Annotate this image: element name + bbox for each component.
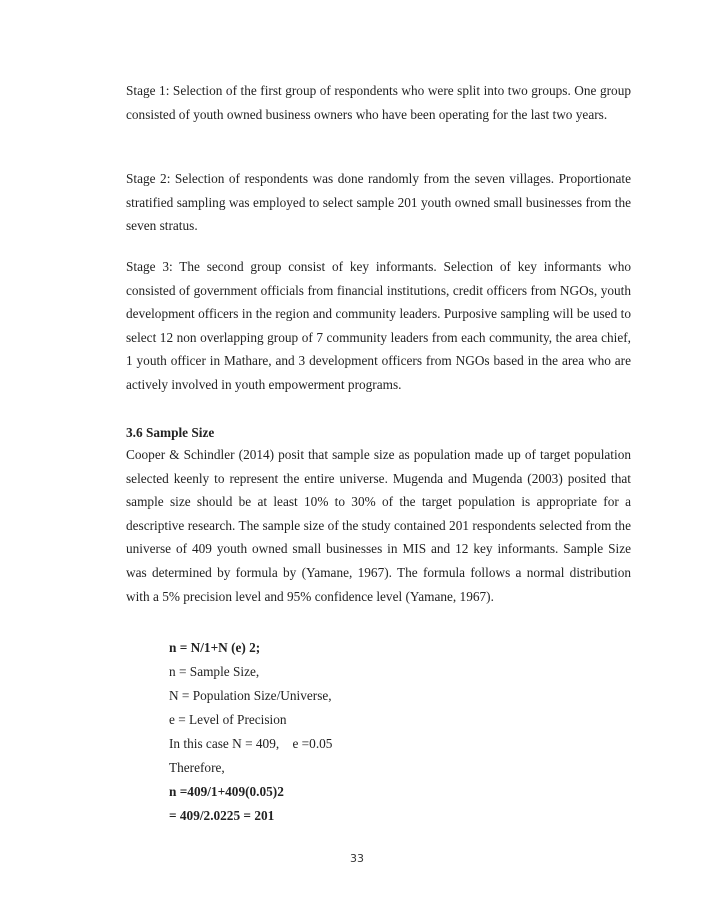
formula-substitution: n =409/1+409(0.05)2 [169, 784, 284, 799]
formula-definition-e: e = Level of Precision [169, 712, 287, 727]
stage-2-paragraph: Stage 2: Selection of respondents was done randomly from the seven villages. Proportionate stratified sampling was employed to select sample 201 youth owned small businesses from the seven stratus. [126, 171, 631, 234]
sample-size-paragraph: Cooper & Schindler (2014) posit that sample size as population made up of target population selected keenly to represent the entire universe. Mugenda and Mugenda (2003) posited that sample size should be at least 10% to 30% of the target population is appropriate for a descriptive research. The sample size of the study contained 201 respondents selected from the universe of 409 youth owned small businesses in MIS and 12 key informants. Sample Size was determined by formula by (Yamane, 1967). The formula follows a normal distribution with a 5% precision level and 95% confidence level (Yamane, 1967). [126, 447, 631, 604]
formula-line: n = N/1+N (e) 2; [169, 640, 261, 655]
section-heading: 3.6 Sample Size [126, 425, 215, 440]
page-number: 33 [350, 852, 364, 865]
formula-definition-N: N = Population Size/Universe, [169, 688, 332, 703]
stage-1-paragraph: Stage 1: Selection of the first group of respondents who were split into two groups. One group consisted of youth owned business owners who have been operating for the last two years. [126, 83, 631, 122]
formula-definition-n: n = Sample Size, [169, 664, 260, 679]
formula-therefore: Therefore, [169, 760, 225, 775]
formula-values: In this case N = 409, e =0.05 [169, 736, 333, 751]
stage-3-paragraph: Stage 3: The second group consist of key informants. Selection of key informants who consisted of government officials from financial institutions, credit officers from NGOs, youth development officers in the region and community leaders. Purposive sampling will be used to select 12 non overlapping group of 7 community leaders from each community, the area chief, 1 youth officer in Mathare, and 3 development officers from NGOs based in the area who are actively involved in youth empowerment programs. [126, 259, 631, 392]
formula-result: = 409/2.0225 = 201 [169, 808, 275, 823]
